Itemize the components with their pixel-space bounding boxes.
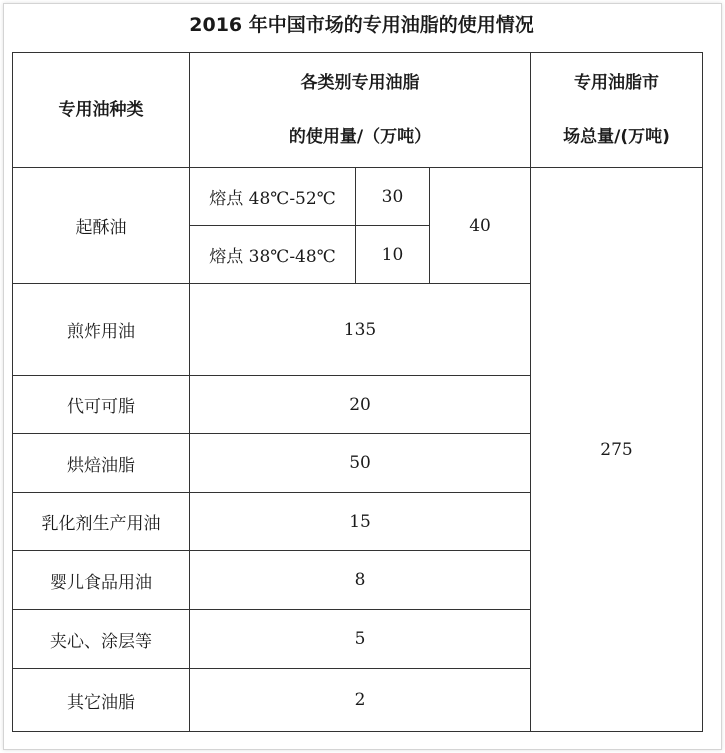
shortening-label: 起酥油 [13,168,190,284]
row-value: 135 [190,284,531,376]
usage-table [12,52,703,732]
row-value: 5 [190,610,531,669]
header-usage-line2: 的使用量/（万吨） [288,127,432,147]
row-label: 夹心、涂层等 [13,610,190,669]
header-category: 专用油种类 [13,53,190,168]
row-value: 20 [190,376,531,434]
row-label: 代可可脂 [13,376,190,434]
row-value: 8 [190,551,531,610]
row-value: 50 [190,434,531,493]
row-value: 15 [190,493,531,551]
row-label: 其它油脂 [13,669,190,732]
shortening-subtotal: 40 [430,168,531,284]
row-label: 煎炸用油 [13,284,190,376]
table-title: 2016 年中国市场的专用油脂的使用情况 [189,14,534,36]
row-label: 婴儿食品用油 [13,551,190,610]
header-row [13,53,703,168]
header-total-line2: 场总量/(万吨) [563,127,670,147]
shortening-sub1-value: 30 [356,168,430,226]
shortening-sub1-label: 熔点 48℃-52℃ [190,168,356,226]
market-total: 275 [531,168,703,732]
shortening-sub2-value: 10 [356,226,430,284]
shortening-sub2-label: 熔点 38℃-48℃ [190,226,356,284]
row-label: 乳化剂生产用油 [13,493,190,551]
header-total [531,53,703,168]
header-usage [190,53,531,168]
header-usage-line1: 各类别专用油脂 [300,73,420,93]
table-row [13,168,703,226]
row-label: 烘焙油脂 [13,434,190,493]
row-value: 2 [190,669,531,732]
header-total-line1: 专用油脂市 [574,73,660,93]
